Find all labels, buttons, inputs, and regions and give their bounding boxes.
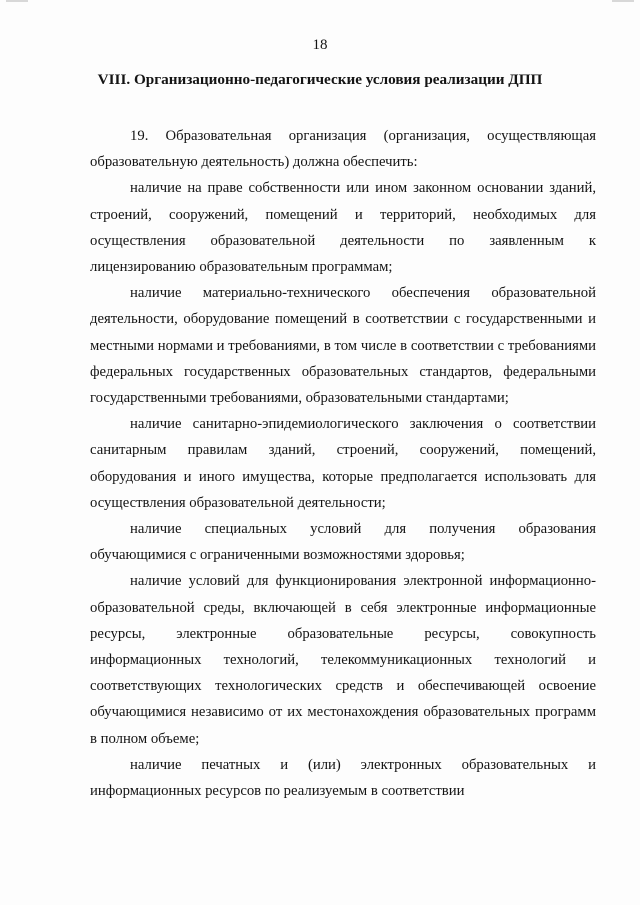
paragraph: наличие печатных и (или) электронных образовательных и информационных ресурсов по реализуемым в соответствии <box>90 756 596 800</box>
paragraph: 19. Образовательная организация (организация, осуществляющая образовательную деятельность) должна обеспечить: <box>90 128 596 171</box>
paragraph: наличие специальных условий для получения образования обучающимися с ограниченными возможностями здоровья; <box>90 521 596 564</box>
page-number: 18 <box>312 37 328 53</box>
paragraph: наличие материально-технического обеспечения образовательной деятельности, оборудование помещений в соответствии с государственными и местными нормами и требованиями, в том числе в соответствии с требованиями федеральных государственных образовательных стандартов, федеральными государственными требованиями, образовательными стандартами; <box>90 285 596 407</box>
section-title: VIII. Организационно-педагогические условия реализации ДПП <box>97 71 543 88</box>
paragraph: наличие санитарно-эпидемиологического заключения о соответствии санитарным правилам зданий, строений, сооружений, помещений, оборудования и иного имущества, которые предполагается использовать для осуществления образовательной деятельности; <box>90 416 596 511</box>
scan-edge-mark <box>612 0 634 2</box>
document-body <box>90 123 596 804</box>
paragraph: наличие условий для функционирования электронной информационно-образовательной среды, включающей в себя электронные информационные ресурсы, электронные образовательные ресурсы, совокупность информационных технологий, телекоммуникационных технологий и соответствующих технологических средств и обеспечивающей освоение обучающимися независимо от их местонахождения образовательных программ в полном объеме; <box>90 573 596 747</box>
paragraph: наличие на праве собственности или ином законном основании зданий, строений, сооружений, помещений и территорий, необходимых для осуществления образовательной деятельности по заявленным к лицензированию образовательным программам; <box>90 180 596 276</box>
scan-edge-mark <box>6 0 28 2</box>
